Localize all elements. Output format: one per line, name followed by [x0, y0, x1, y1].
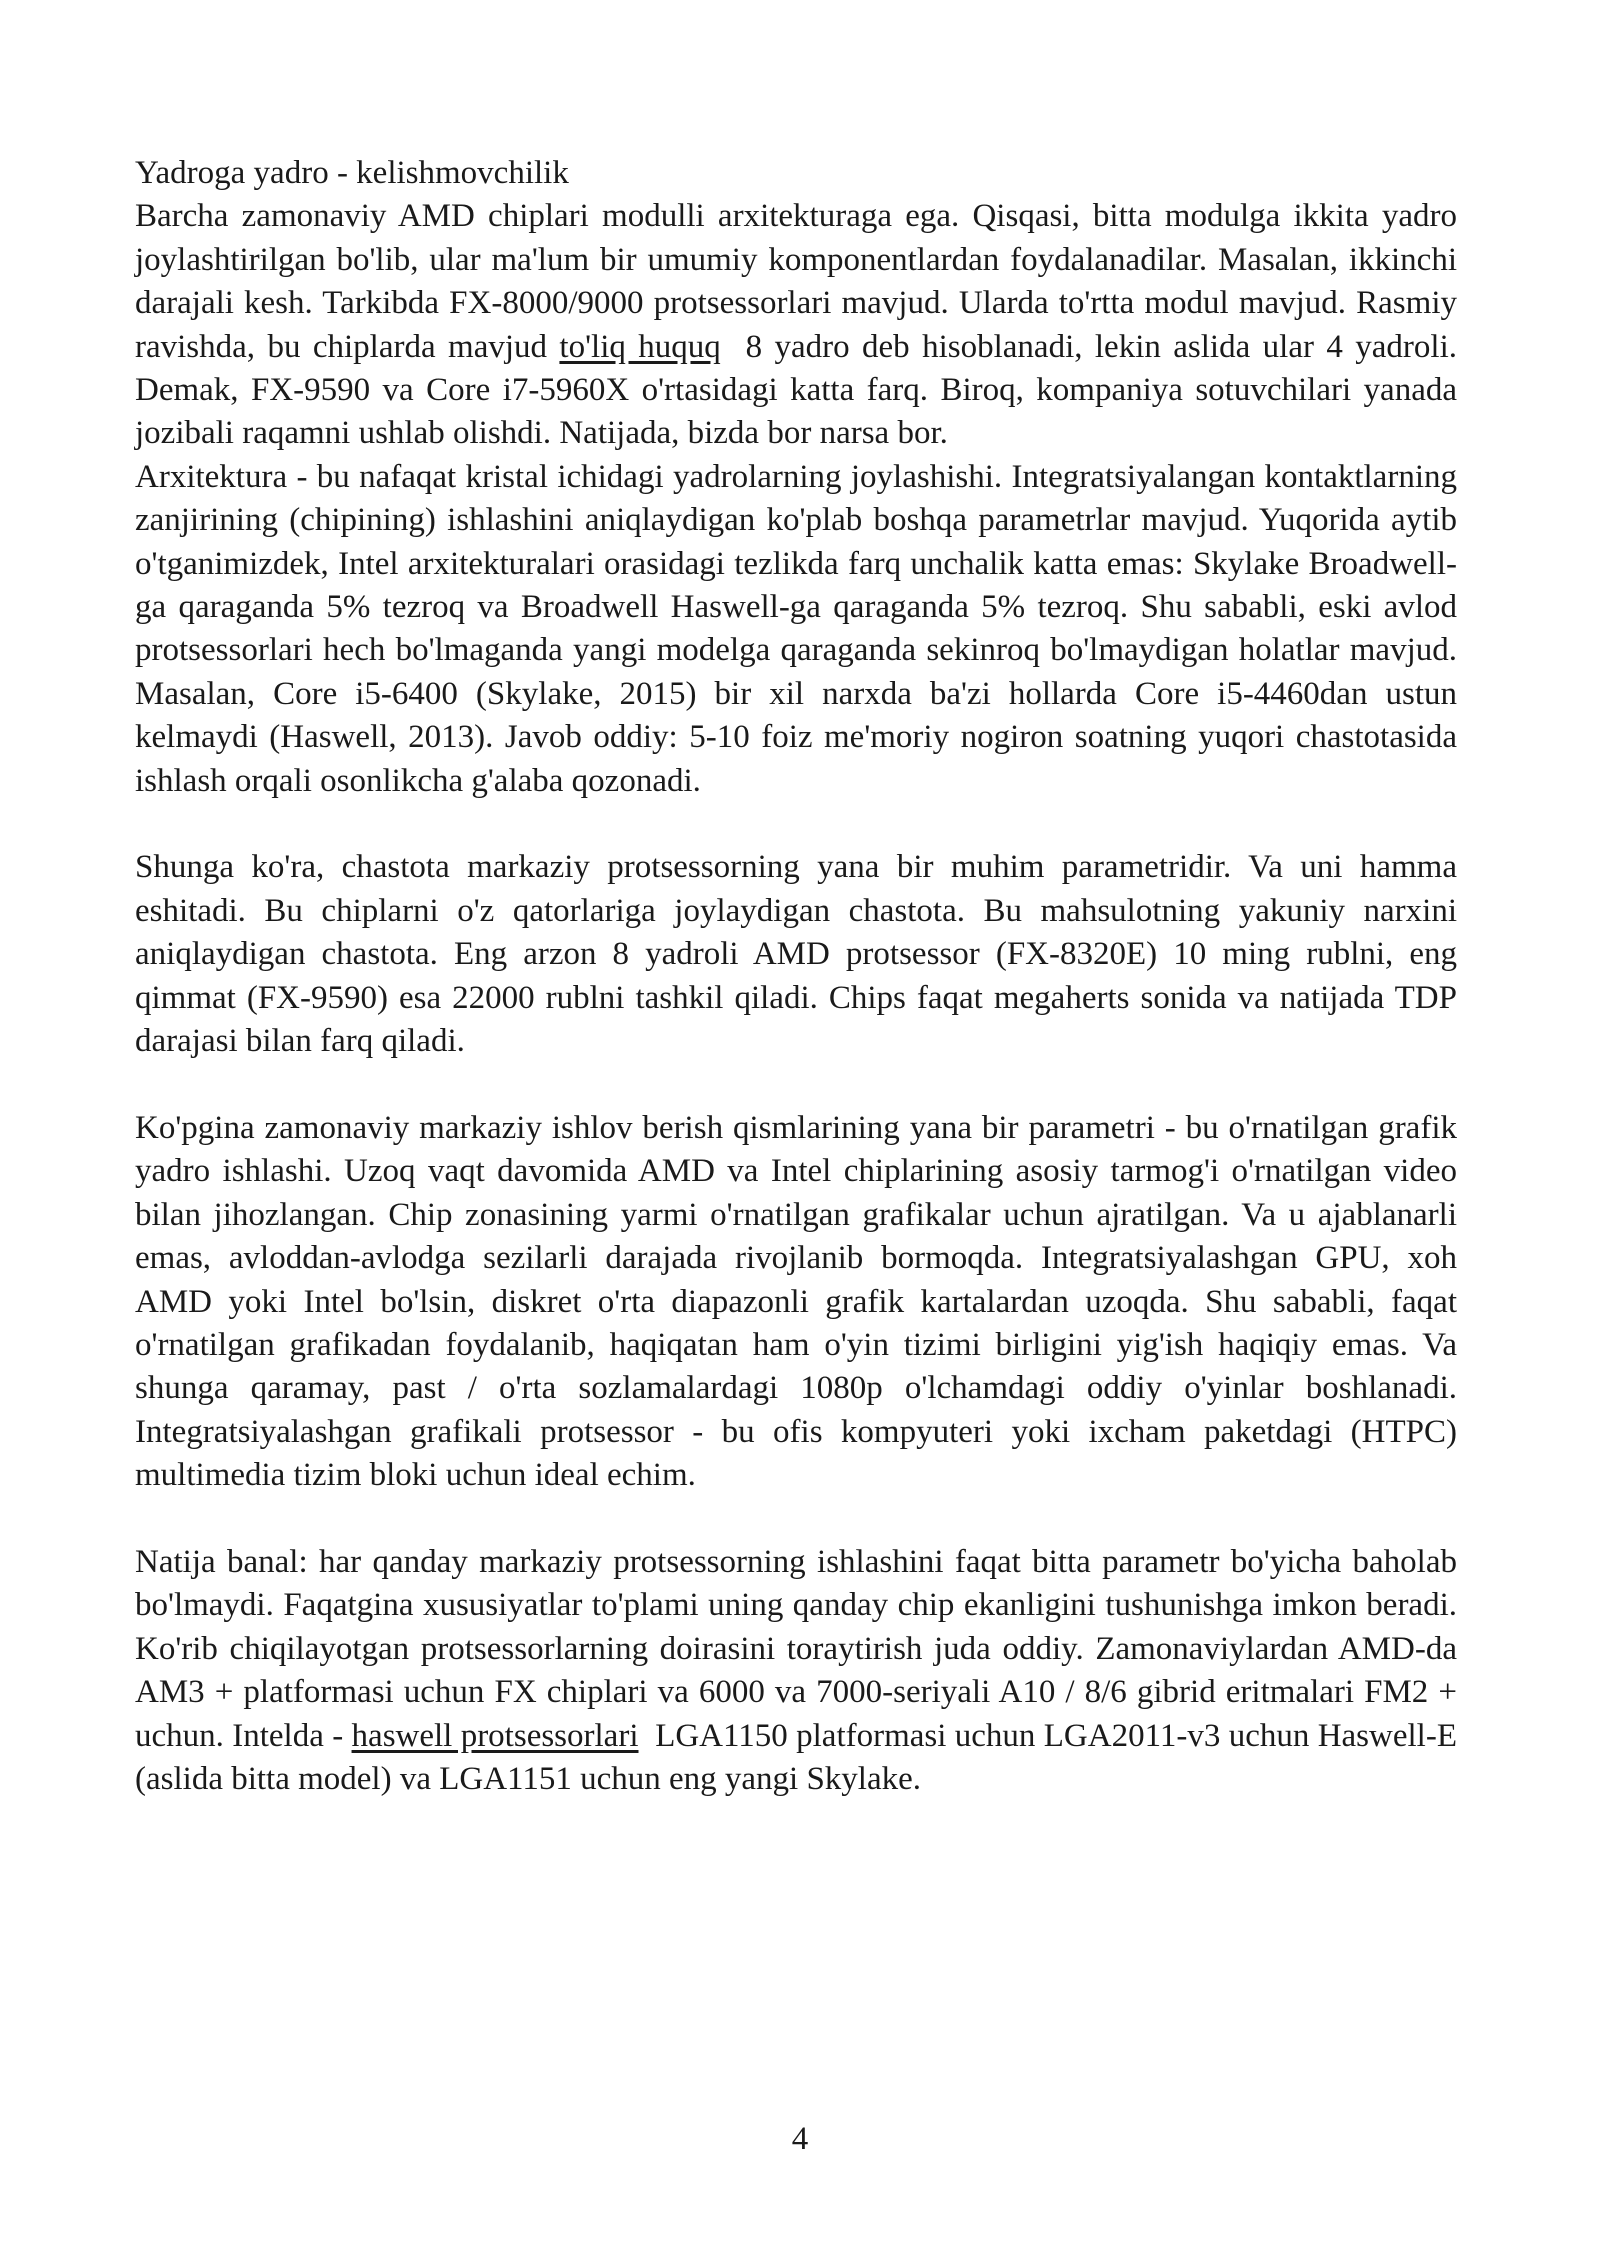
section-title: Yadroga yadro - kelishmovchilik	[135, 155, 569, 191]
paragraph-4: Ko'pgina zamonaviy markaziy ishlov berish qismlarining yana bir parametri - bu o'rnatilgan grafik yadro ishlashi. Uzoq vaqt davomida AMD va Intel chiplarining asosiy tarmog'i o'rnatilgan video bilan jihozlangan. Chip zonasining yarmi o'rnatilgan grafikalar uchun ajratilgan. Va u ajablanarli emas, avloddan-avlodga sezilarli darajada rivojlanib bormoqda. Integratsiyalashgan GPU, xoh AMD yoki Intel bo'lsin, diskret o'rta diapazonli grafik kartalardan uzoqda. Shu sababli, faqat o'rnatilgan grafikadan foydalanib, haqiqatan ham o'yin tizimi birligini yig'ish haqiqiy emas. Va shunga qaramay, past / o'rta sozlamalardagi 1080p o'lchamdagi oddiy o'yinlar boshlanadi. Integratsiyalashgan grafikali protsessor - bu ofis kompyuteri yoki ixcham paketdagi (HTPC) multimedia tizim bloki uchun ideal echim.	[135, 1109, 1457, 1494]
paragraph-5-text-b: LGA1150 platformasi uchun LGA2011-v3 uchun Haswell-E (aslida bitta model) va LGA1151 uchun eng yangi Skylake.	[135, 1717, 1466, 1797]
paragraph-1	[135, 195, 1466, 455]
paragraph-1-text-a: Barcha zamonaviy AMD chiplari modulli arxitekturaga ega. Qisqasi, bitta modulga ikkita yadro joylashtirilgan bo'lib, ular ma'lum bir umumiy komponentlardan foydalanadilar. Masalan, ikkinchi darajali kesh. Tarkibda FX-8000/9000 protsessorlari mavjud. Ularda to'rtta modul mavjud. Rasmiy ravishda, bu chiplarda mavjud	[135, 198, 1457, 365]
paragraph-5	[135, 1541, 1466, 1801]
link-toliq-huquq[interactable]: to'liq huquq	[559, 328, 721, 365]
page-number: 4	[791, 2121, 809, 2157]
paragraph-5-text-a: Natija banal: har qanday markaziy protsessorning ishlashini faqat bitta parametr bo'yicha baholab bo'lmaydi. Faqatgina xususiyatlar to'plami uning qanday chip ekanligini tushunishga imkon beradi. Ko'rib chiqilayotgan protsessorlarning doirasini toraytirish juda oddiy. Zamonaviylardan AMD-da AM3 + platformasi uchun FX chiplari va 6000 va 7000-seriyali A10 / 8/6 gibrid eritmalari FM2 + uchun. Intelda -	[135, 1543, 1457, 1754]
paragraph-2: Arxitektura - bu nafaqat kristal ichidagi yadrolarning joylashishi. Integratsiyalangan kontaktlarning zanjirining (chipining) ishlashini aniqlaydigan ko'plab boshqa parametrlar mavjud. Yuqorida aytib o'tganimizdek, Intel arxitekturalari orasidagi tezlikda farq unchalik katta emas: Skylake Broadwell-ga qaraganda 5% tezroq va Broadwell Haswell-ga qaraganda 5% tezroq. Shu sababli, eski avlod protsessorlari hech bo'lmaganda yangi modelga qaraganda sekinroq bo'lmaydigan holatlar mavjud. Masalan, Core i5-6400 (Skylake, 2015) bir xil narxda ba'zi hollarda Core i5-4460dan ustun kelmaydi (Haswell, 2013). Javob oddiy: 5-10 foiz me'moriy nogiron soatning yuqori chastotasida ishlash orqali osonlikcha g'alaba qozonadi.	[135, 458, 1457, 799]
link-haswell-protsessorlari[interactable]: haswell protsessorlari	[351, 1717, 639, 1754]
paragraph-1-text-b: 8 yadro deb hisoblanadi, lekin aslida ular 4 yadroli. Demak, FX-9590 va Core i7-5960X o'rtasidagi katta farq. Biroq, kompaniya sotuvchilari yanada jozibali raqamni ushlab olishdi. Natijada, bizda bor narsa bor.	[135, 328, 1466, 452]
paragraph-3: Shunga ko'ra, chastota markaziy protsessorning yana bir muhim parametridir. Va uni hamma eshitadi. Bu chiplarni o'z qatorlariga joylaydigan chastota. Bu mahsulotning yakuniy narxini aniqlaydigan chastota. Eng arzon 8 yadroli AMD protsessor (FX-8320E) 10 ming rublni, eng qimmat (FX-9590) esa 22000 rublni tashkil qiladi. Chips faqat megaherts sonida va natijada TDP darajasi bilan farq qiladi.	[135, 849, 1457, 1060]
document-body	[135, 152, 1466, 1801]
